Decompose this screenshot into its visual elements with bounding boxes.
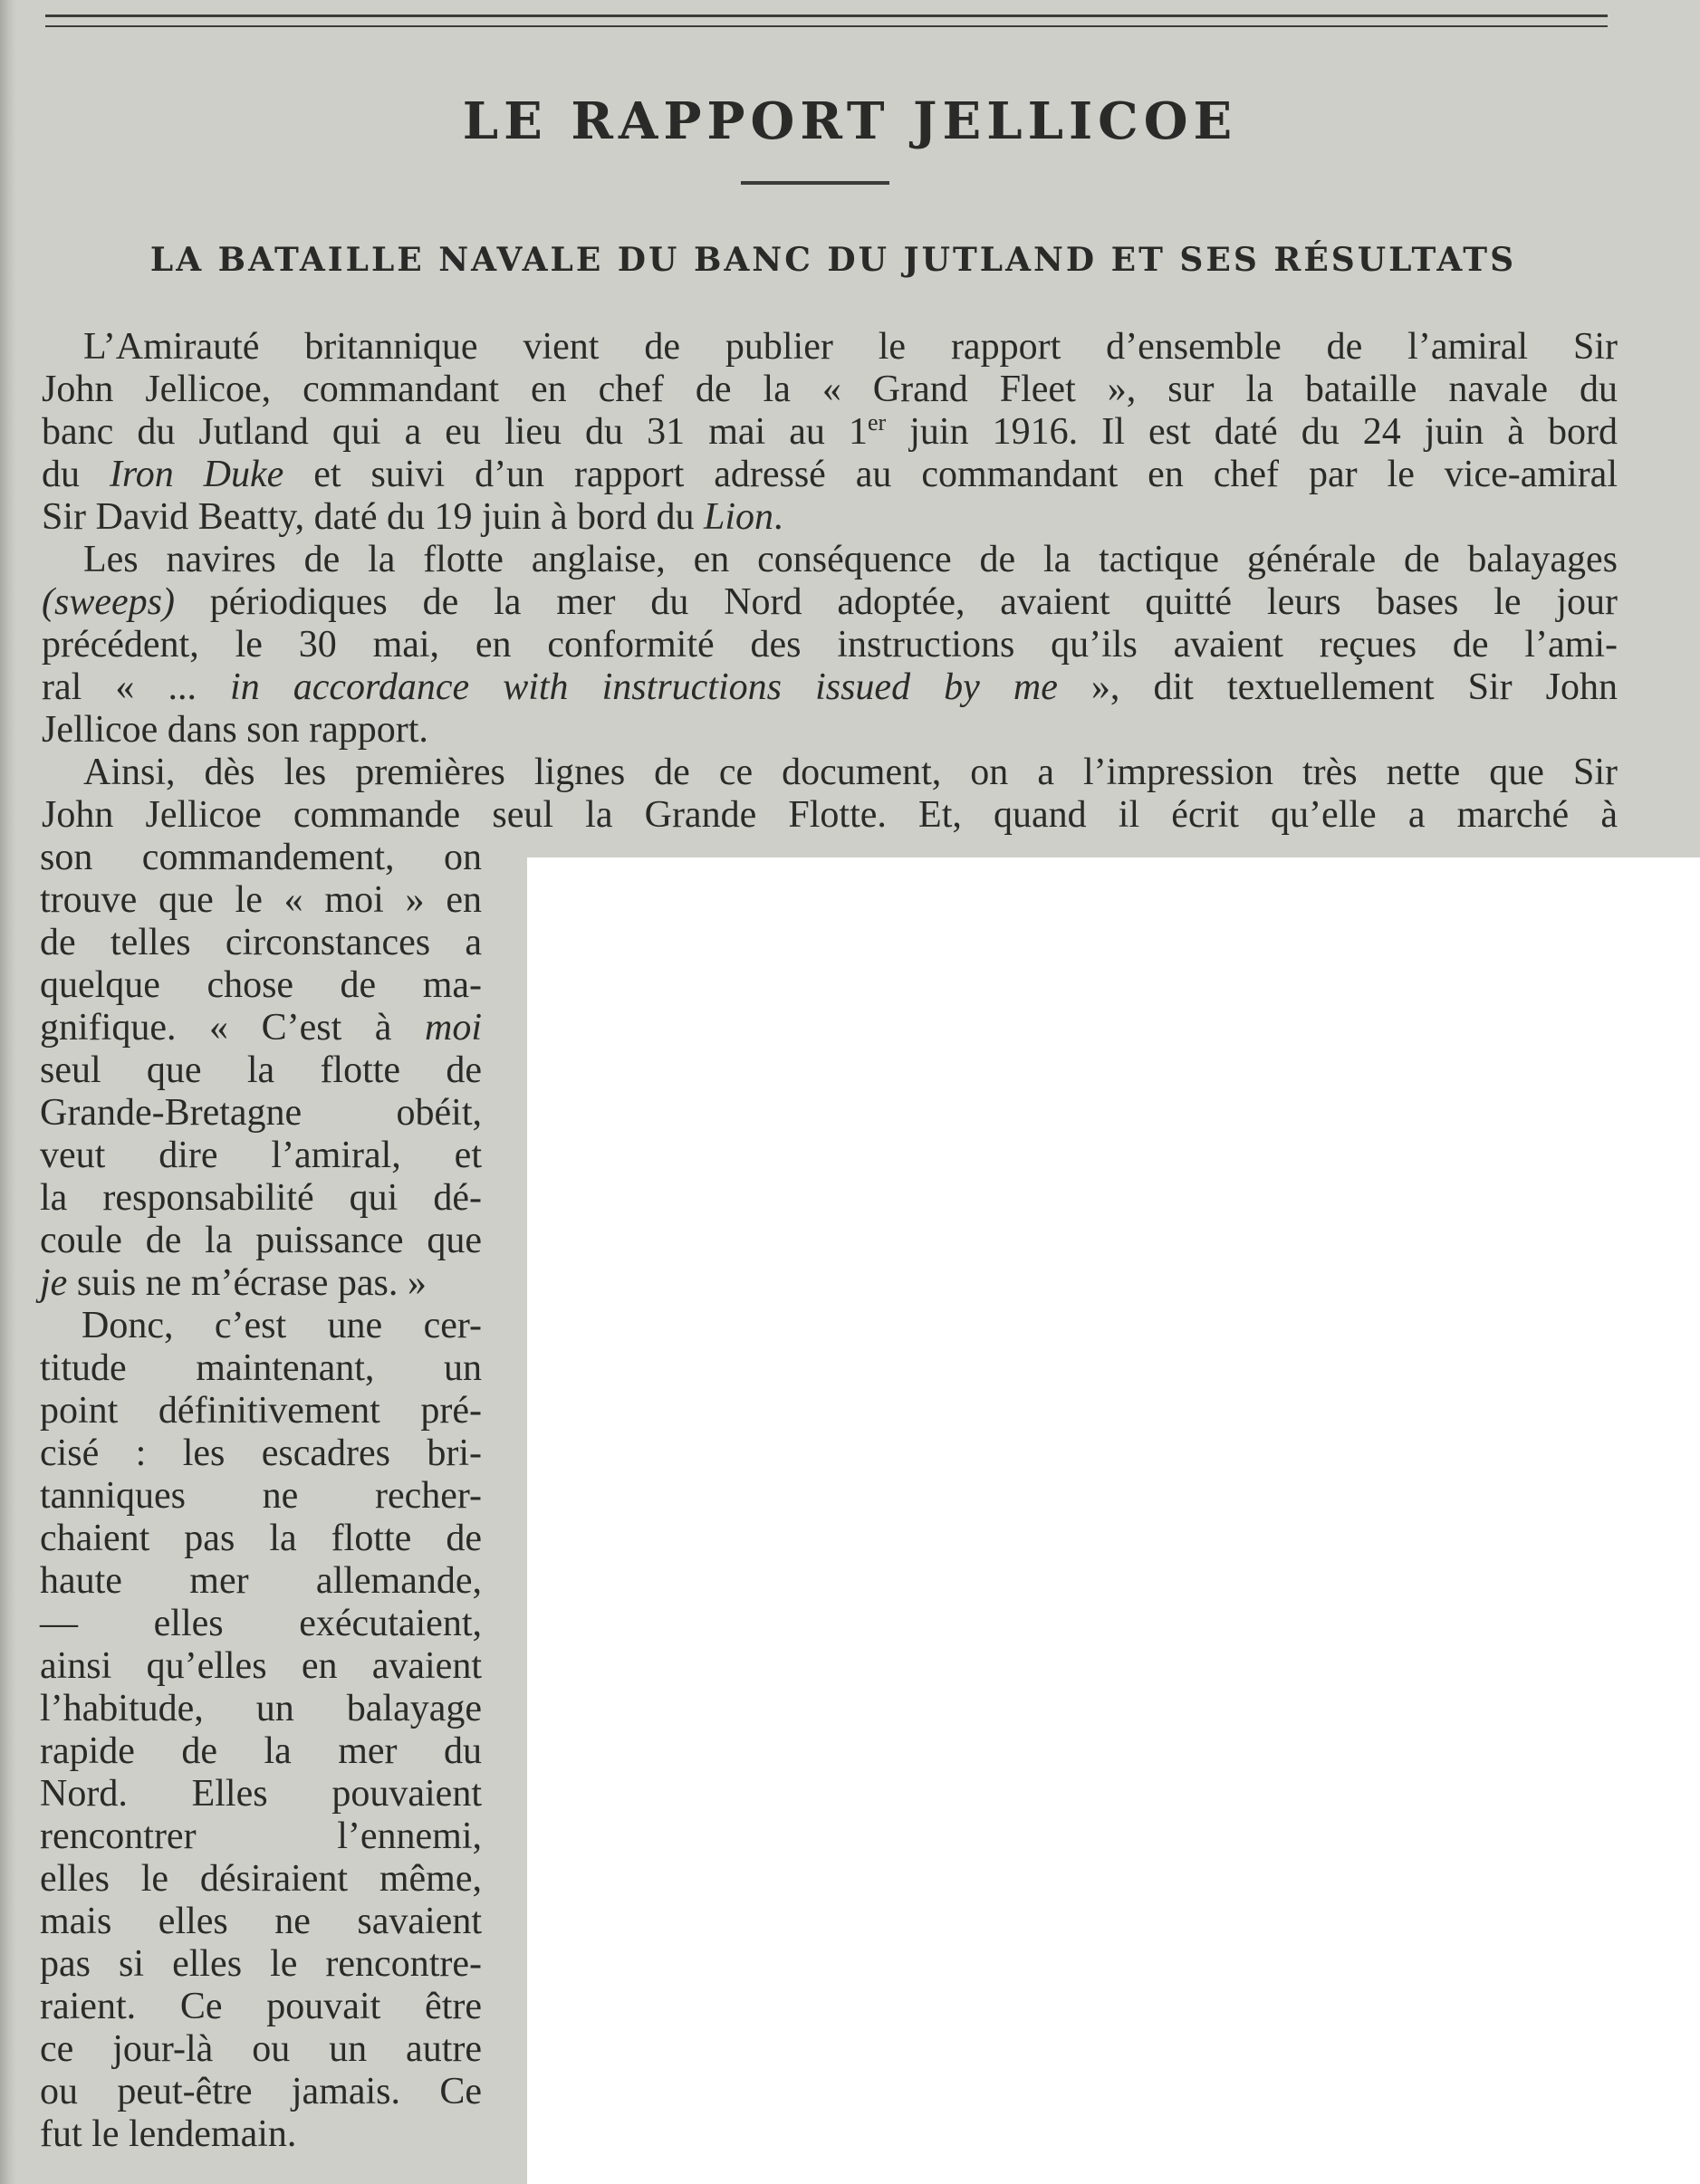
column-line: gnifique. « C’est à moi	[40, 1007, 482, 1049]
column-line: seul que la flotte de	[40, 1049, 482, 1091]
column-line: cisé : les escadres bri-	[40, 1432, 482, 1474]
text-line: du Iron Duke et suivi d’un rapport adressé au commandant en chef par le vice-amiral	[42, 454, 1618, 495]
column-line: tanniques ne recher-	[40, 1475, 482, 1517]
column-line: elles le désiraient même,	[40, 1858, 482, 1900]
column-line: Grande-Bretagne obéit,	[40, 1092, 482, 1134]
column-line: la responsabilité qui dé-	[40, 1177, 482, 1219]
text-line: (sweeps) périodiques de la mer du Nord adoptée, avaient quitté leurs bases le jour	[42, 581, 1618, 623]
column-line: ainsi qu’elles en avaient	[40, 1645, 482, 1687]
article-title: LE RAPPORT JELLICOE	[462, 91, 1238, 151]
column-line: rencontrer l’ennemi,	[40, 1815, 482, 1857]
text-line: Ainsi, dès les premières lignes de ce document, on a l’impression très nette que Sir	[83, 752, 1618, 793]
column-line: coule de la puissance que	[40, 1220, 482, 1261]
text-line: banc du Jutland qui a eu lieu du 31 mai au 1er juin 1916. Il est daté du 24 juin à bord	[42, 409, 1618, 453]
text-line: précédent, le 30 mai, en conformité des instructions qu’ils avaient reçues de l’ami-	[42, 624, 1618, 666]
column-line: raient. Ce pouvait être	[40, 1986, 482, 2027]
column-line: je suis ne m’écrase pas. »	[40, 1262, 427, 1304]
column-line: Nord. Elles pouvaient	[40, 1773, 482, 1815]
column-line: quelque chose de ma-	[40, 964, 482, 1006]
text-line: Sir David Beatty, daté du 19 juin à bord du Lion.	[42, 496, 783, 538]
column-line: veut dire l’amiral, et	[40, 1135, 482, 1176]
column-line: ce jour-là ou un autre	[40, 2028, 482, 2070]
text-line: John Jellicoe, commandant en chef de la « Grand Fleet », sur la bataille navale du	[42, 369, 1618, 410]
column-line: haute mer allemande,	[40, 1560, 482, 1602]
header-rule-bottom	[45, 25, 1608, 27]
text-line: L’Amirauté britannique vient de publier le rapport d’ensemble de l’amiral Sir	[83, 326, 1618, 368]
text-line: Jellicoe dans son rapport.	[42, 709, 428, 751]
article-subtitle: LA BATAILLE NAVALE DU BANC DU JUTLAND ET SES RÉSULTATS	[149, 241, 1517, 279]
column-line: titude maintenant, un	[40, 1347, 482, 1389]
text-line: Les navires de la flotte anglaise, en conséquence de la tactique générale de balayages	[83, 539, 1618, 580]
column-line: chaient pas la flotte de	[40, 1518, 482, 1559]
column-line: ou peut-être jamais. Ce	[40, 2071, 482, 2112]
column-line: — elles exécutaient,	[40, 1603, 482, 1644]
column-line: de telles circonstances a	[40, 922, 482, 963]
column-line: mais elles ne savaient	[40, 1901, 482, 1942]
column-line: son commandement, on	[40, 837, 482, 878]
column-line: trouve que le « moi » en	[40, 879, 482, 921]
header-rule-top	[45, 14, 1608, 17]
column-line: fut le lendemain.	[40, 2113, 297, 2155]
text-line: John Jellicoe commande seul la Grande Flotte. Et, quand il écrit qu’elle a marché à	[42, 794, 1618, 836]
column-line: point définitivement pré-	[40, 1390, 482, 1432]
column-line: Donc, c’est une cer-	[82, 1305, 482, 1346]
column-line: pas si elles le rencontre-	[40, 1943, 482, 1985]
column-line: l’habitude, un balayage	[40, 1688, 482, 1729]
text-line: ral « ... in accordance with instructions issued by me », dit textuellement Sir John	[42, 666, 1618, 708]
title-underline	[741, 181, 889, 185]
column-line: rapide de la mer du	[40, 1730, 482, 1772]
page-edge-shadow	[0, 0, 16, 2184]
